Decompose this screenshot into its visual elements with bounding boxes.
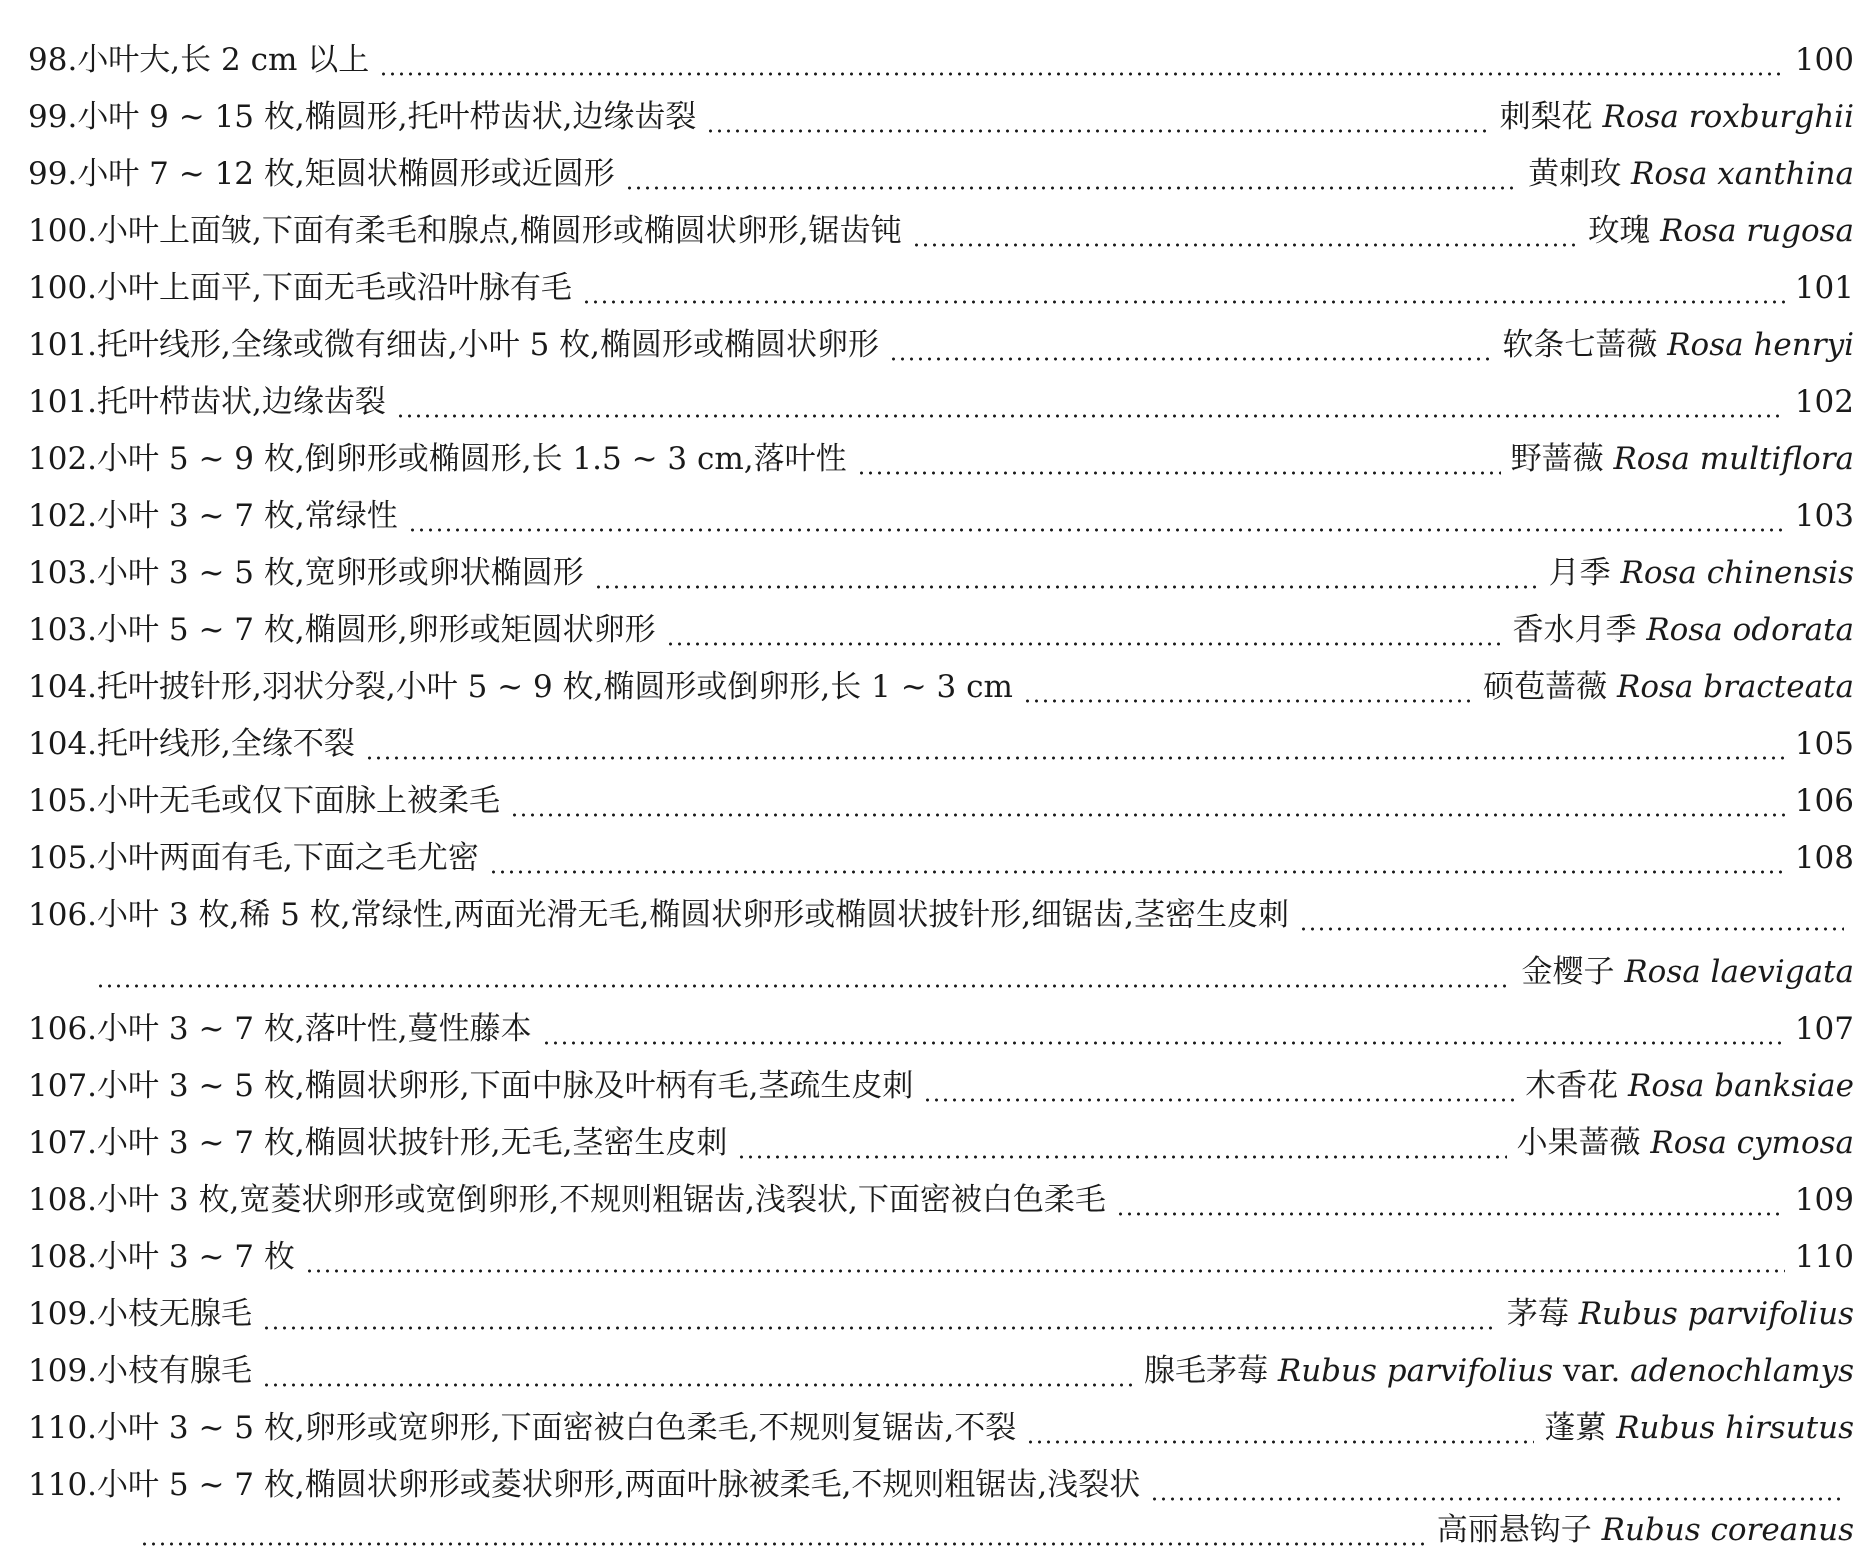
species-name [1437,1510,1854,1550]
common-name: 蓬蔂 [1544,1410,1607,1446]
entry-number: 105. [28,840,98,876]
entry-description: 小叶 5 ~ 7 枚,椭圆形,卵形或矩圆状卵形 [97,612,656,648]
dot-leader [594,581,1539,593]
species-name [1544,1408,1854,1448]
entry-target: 109 [1794,1182,1854,1218]
dot-leader [1026,1436,1534,1448]
entry-target: 106 [1794,783,1854,819]
entry-description: 小叶 9 ~ 15 枚,椭圆形,托叶栉齿状,边缘齿裂 [77,99,697,135]
entry-description: 小叶 5 ~ 7 枚,椭圆状卵形或菱状卵形,两面叶脉被柔毛,不规则粗锯齿,浅裂状 [97,1467,1141,1503]
entry-target: 108 [1794,840,1854,876]
dot-leader [923,1094,1515,1106]
entry-description: 小叶 3 ~ 7 枚,椭圆状披针形,无毛,茎密生皮刺 [97,1125,728,1161]
entry-description: 小叶 7 ~ 12 枚,矩圆状椭圆形或近圆形 [77,156,615,192]
entry-target: 105 [1794,726,1854,762]
entry-number: 104. [28,669,98,705]
entry-description: 托叶披针形,羽状分裂,小叶 5 ~ 9 枚,椭圆形或倒卵形,长 1 ~ 3 cm [97,669,1013,705]
entry-description: 托叶线形,全缘不裂 [97,726,355,762]
common-name: 月季 [1548,555,1611,591]
entry-number: 103. [28,612,98,648]
common-name: 小果蔷薇 [1516,1125,1641,1161]
dot-leader [489,866,1785,878]
entry-description: 小枝有腺毛 [97,1353,253,1389]
scientific-name: Rosa cymosa [1650,1125,1854,1161]
entry-description: 小枝无腺毛 [97,1296,253,1332]
entry-target: 101 [1794,270,1854,306]
common-name: 香水月季 [1512,612,1637,648]
entry-number: 108. [28,1182,98,1218]
entry-number: 110. [28,1467,98,1503]
scientific-name: Rosa roxburghii [1602,99,1854,135]
entry-number: 99. [28,99,78,135]
dot-leader [379,68,1785,80]
dot-leader [737,1151,1506,1163]
dot-leader [1116,1208,1785,1220]
species-name [1144,1351,1854,1391]
entry-number: 100. [28,213,98,249]
scientific-name: Rosa banksiae [1628,1068,1854,1104]
dot-leader [1023,695,1473,707]
common-name: 软条七蔷薇 [1502,327,1658,363]
dot-leader [857,467,1501,479]
dot-leader [408,524,1785,536]
entry-description: 小叶 3 ~ 7 枚,落叶性,蔓性藤本 [97,1011,532,1047]
entry-number: 106. [28,897,98,933]
entry-description: 小叶 3 枚,宽菱状卵形或宽倒卵形,不规则粗锯齿,浅裂状,下面密被白色柔毛 [97,1182,1106,1218]
scientific-name: Rosa rugosa [1660,213,1854,249]
dot-leader [912,239,1579,251]
scientific-name: Rubus hirsutus [1616,1410,1854,1446]
entry-description: 托叶栉齿状,边缘齿裂 [97,384,386,420]
species-name [1502,325,1854,365]
common-name: 腺毛茅莓 [1144,1353,1269,1389]
entry-description: 小叶无毛或仅下面脉上被柔毛 [97,783,501,819]
species-name [1528,154,1854,194]
species-name [1525,1066,1854,1106]
variety-epithet: adenochlamys [1630,1353,1854,1389]
scientific-name: Rubus parvifolius [1578,1296,1854,1332]
entry-description: 小叶上面皱,下面有柔毛和腺点,椭圆形或椭圆状卵形,锯齿钝 [97,213,902,249]
entry-number: 100. [28,270,98,306]
entry-description: 小叶两面有毛,下面之毛尤密 [97,840,479,876]
entry-target: 102 [1794,384,1854,420]
entry-target: 103 [1794,498,1854,534]
species-name [1521,952,1854,992]
entry-number: 103. [28,555,98,591]
entry-number: 102. [28,441,98,477]
dot-leader [396,410,1785,422]
dot-leader [510,809,1785,821]
dot-leader [262,1322,1497,1334]
dot-leader [1150,1493,1844,1505]
dot-leader [140,1538,1427,1550]
dot-leader [666,638,1503,650]
entry-target: 110 [1794,1239,1854,1275]
entry-number: 105. [28,783,98,819]
entry-number: 101. [28,384,98,420]
species-name [1517,1123,1854,1163]
dot-leader [582,296,1785,308]
scientific-name: Rosa xanthina [1631,156,1854,192]
entry-description: 小叶 3 ~ 7 枚 [97,1239,295,1275]
scientific-name: Rosa odorata [1646,612,1854,648]
common-name: 金樱子 [1521,954,1615,990]
dot-leader [706,125,1489,137]
entry-description: 小叶 3 ~ 5 枚,卵形或宽卵形,下面密被白色柔毛,不规则复锯齿,不裂 [97,1410,1017,1446]
dot-leader [305,1265,1785,1277]
entry-number: 99. [28,156,78,192]
common-name: 高丽悬钩子 [1436,1512,1592,1548]
entry-number: 107. [28,1125,98,1161]
entry-number: 101. [28,327,98,363]
scientific-name: Rosa laevigata [1624,954,1854,990]
common-name: 硕苞蔷薇 [1483,669,1608,705]
species-name [1483,667,1854,707]
common-name: 刺梨花 [1499,99,1593,135]
species-name [1549,553,1854,593]
entry-number: 109. [28,1296,98,1332]
dot-leader [889,353,1492,365]
dot-leader [365,752,1785,764]
scientific-name: Rosa multiflora [1613,441,1854,477]
entry-description: 托叶线形,全缘或微有细齿,小叶 5 枚,椭圆形或椭圆状卵形 [97,327,880,363]
scientific-name: Rosa bracteata [1617,669,1854,705]
dot-leader [542,1037,1785,1049]
scientific-name: Rosa henryi [1667,327,1854,363]
species-name [1512,610,1854,650]
common-name: 玫瑰 [1588,213,1651,249]
dot-leader [625,182,1518,194]
entry-description: 小叶 3 枚,稀 5 枚,常绿性,两面光滑无毛,椭圆状卵形或椭圆状披针形,细锯齿,茎密生皮刺 [97,897,1290,933]
entry-description: 小叶 3 ~ 5 枚,椭圆状卵形,下面中脉及叶柄有毛,茎疏生皮刺 [97,1068,914,1104]
common-name: 野蔷薇 [1510,441,1604,477]
scientific-name: Rosa chinensis [1620,555,1854,591]
entry-target: 107 [1794,1011,1854,1047]
common-name: 茅莓 [1506,1296,1569,1332]
dot-leader [1299,923,1844,935]
variety-label: var. [1563,1353,1621,1389]
entry-number: 110. [28,1410,98,1446]
scientific-name: Rubus coreanus [1601,1512,1854,1548]
entry-number: 109. [28,1353,98,1389]
entry-number: 98. [28,42,78,78]
species-name [1507,1294,1854,1334]
species-name [1511,439,1854,479]
dot-leader [262,1379,1134,1391]
scientific-name: Rubus parvifolius [1277,1353,1554,1389]
entry-number: 106. [28,1011,98,1047]
species-name [1588,211,1854,251]
entry-description: 小叶 3 ~ 7 枚,常绿性 [97,498,398,534]
entry-number: 108. [28,1239,98,1275]
entry-number: 102. [28,498,98,534]
common-name: 木香花 [1525,1068,1619,1104]
entry-number: 104. [28,726,98,762]
entry-description: 小叶 5 ~ 9 枚,倒卵形或椭圆形,长 1.5 ~ 3 cm,落叶性 [97,441,847,477]
entry-number: 107. [28,1068,98,1104]
species-name [1500,97,1854,137]
common-name: 黄刺玫 [1528,156,1622,192]
entry-description: 小叶上面平,下面无毛或沿叶脉有毛 [97,270,572,306]
entry-description: 小叶 3 ~ 5 枚,宽卵形或卵状椭圆形 [97,555,584,591]
entry-target: 100 [1794,42,1854,78]
entry-description: 小叶大,长 2 cm 以上 [77,42,370,78]
dot-leader [96,980,1511,992]
